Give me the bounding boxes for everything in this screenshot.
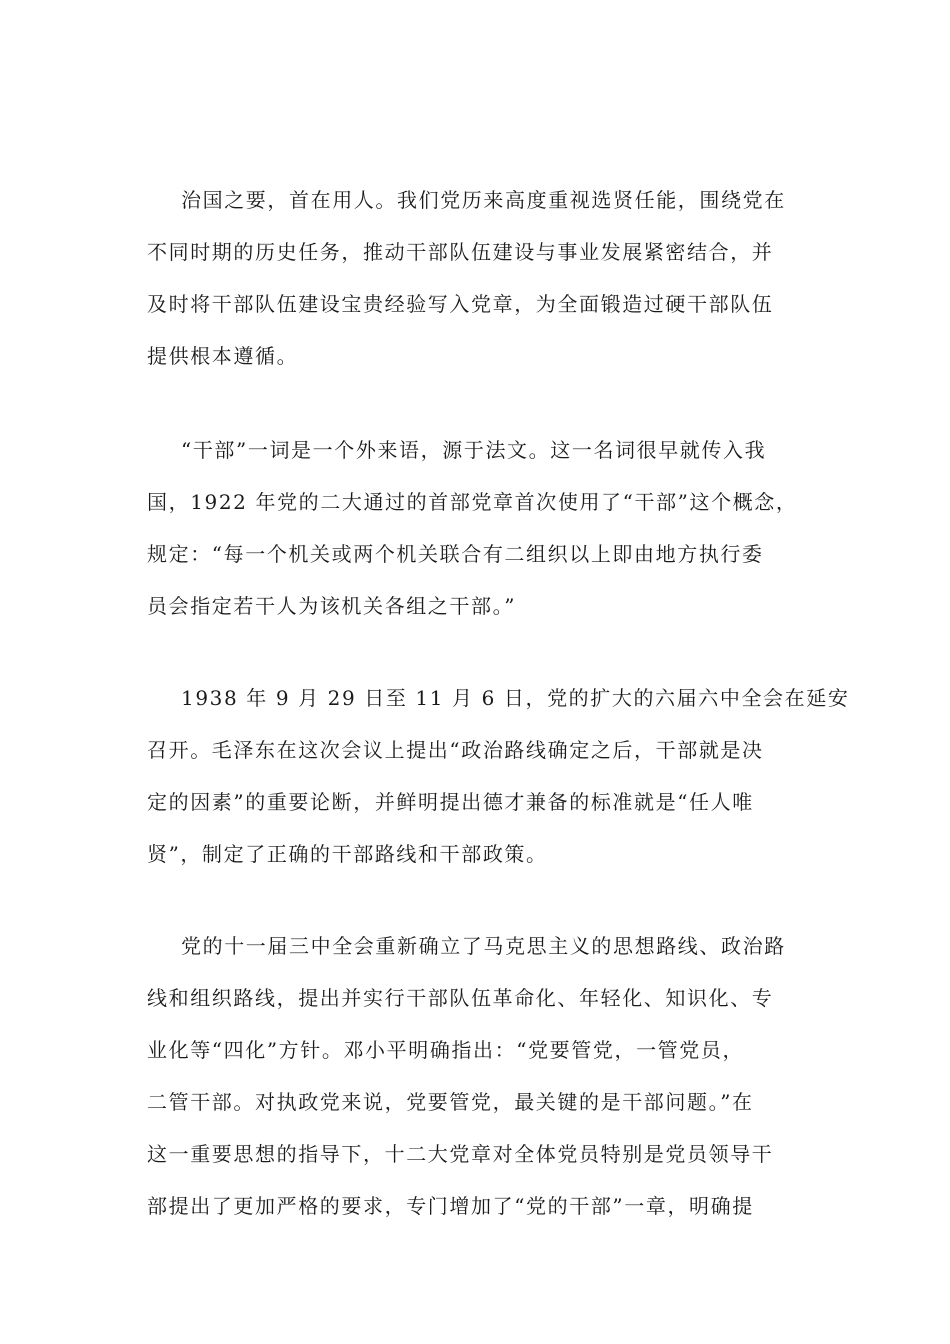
paragraph-line: 1938 年 9 月 29 日至 11 月 6 日，党的扩大的六届六中全会在延安	[181, 686, 850, 710]
paragraph-line: 治国之要，首在用人。我们党历来高度重视选贤任能，围绕党在	[181, 188, 786, 212]
paragraph-line: 不同时期的历史任务，推动干部队伍建设与事业发展紧密结合，并	[147, 240, 774, 264]
paragraph-line: 部提出了更加严格的要求，专门增加了“党的干部”一章，明确提	[147, 1194, 754, 1218]
paragraph-4	[147, 920, 807, 1232]
paragraph-line: 召开。毛泽东在这次会议上提出“政治路线确定之后，干部就是决	[147, 738, 764, 762]
paragraph-line: 线和组织路线，提出并实行干部队伍革命化、年轻化、知识化、专	[147, 986, 774, 1010]
paragraph-line: 员会指定若干人为该机关各组之干部。”	[147, 594, 517, 618]
paragraph-line: 及时将干部队伍建设宝贵经验写入党章，为全面锻造过硬干部队伍	[147, 292, 774, 316]
paragraph-line: “干部”一词是一个外来语，源于法文。这一名词很早就传入我	[181, 438, 767, 462]
paragraph-line: 国，1922 年党的二大通过的首部党章首次使用了“干部”这个概念，	[147, 490, 798, 514]
paragraph-line: 规定：“每一个机关或两个机关联合有二组织以上即由地方执行委	[147, 542, 764, 566]
paragraph-line: 提供根本遵循。	[147, 344, 299, 368]
paragraph-line: 业化等“四化”方针。邓小平明确指出：“党要管党，一管党员，	[147, 1038, 745, 1062]
paragraph-line: 党的十一届三中全会重新确立了马克思主义的思想路线、政治路	[181, 934, 786, 958]
paragraph-line: 贤”，制定了正确的干部路线和干部政策。	[147, 842, 548, 866]
paragraph-line: 这一重要思想的指导下，十二大党章对全体党员特别是党员领导干	[147, 1142, 774, 1166]
paragraph-3	[147, 672, 850, 880]
paragraph-line: 定的因素”的重要论断，并鲜明提出德才兼备的标准就是“任人唯	[147, 790, 754, 814]
paragraph-1	[147, 174, 807, 382]
paragraph-2	[147, 424, 807, 632]
paragraph-line: 二管干部。对执政党来说，党要管党，最关键的是干部问题。”在	[147, 1090, 754, 1114]
